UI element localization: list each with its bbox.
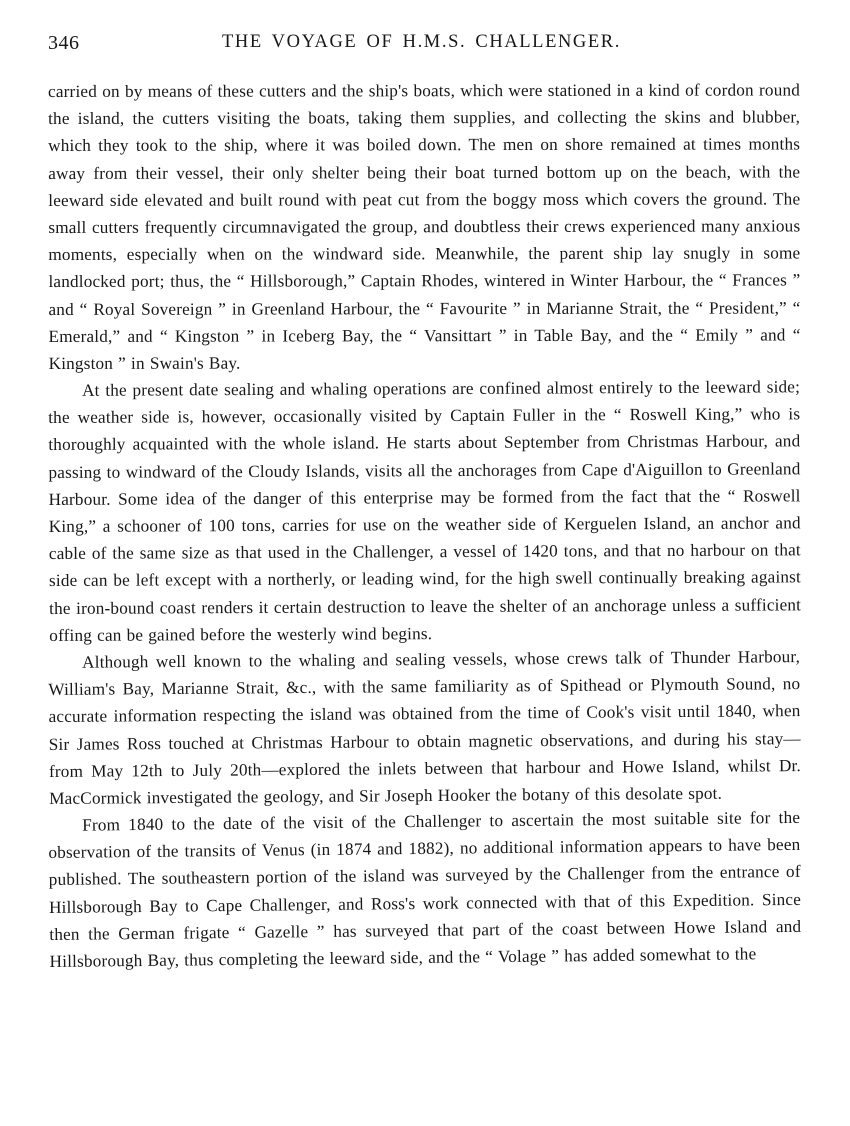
page-number: 346 bbox=[48, 32, 80, 54]
paragraph-2: At the present date sealing and whaling operations are confined almost entirely to the leeward side; the weather side is, however, occasionally visited by Captain Fuller in the “ Roswell King,” who is thoroughly acquainted with the whole island. He starts about September from Christmas Harbour, and passing to windward of the Cloudy Islands, visits all the anchorages from Cape d'Aiguillon to Greenland Harbour. Some idea of the danger of this enterprise may be formed from the fact that the “ Roswell King,” a schooner of 100 tons, carries for use on the weather side of Kerguelen Island, an anchor and cable of the same size as that used in the Challenger, a vessel of 1420 tons, and that no harbour on that side can be left except with a northerly, or leading wind, for the high swell continually breaking against the iron-bound coast renders it certain destruction to leave the shelter of an anchorage unless a sufficient offing can be gained before the westerly wind begins. bbox=[48, 377, 802, 646]
paragraph-3: Although well known to the whaling and sealing vessels, whose crews talk of Thunder Harbour, William's Bay, Marianne Strait, &c., with the same familiarity as of Spithead or Plymouth Sound, no accurate information respecting the island was obtained from the time of Cook's visit until 1840, when Sir James Ross touched at Christmas Harbour to obtain magnetic observations, and during his stay—from May 12th to July 20th—explored the inlets between that harbour and Howe Island, whilst Dr. MacCormick investigated the geology, and Sir Joseph Hooker the botany of this desolate spot. bbox=[48, 647, 802, 809]
paragraph-4: From 1840 to the date of the visit of the Challenger to ascertain the most suitable site for the observation of the transits of Venus (in 1874 and 1882), no additional information appears to have been published. The southeastern portion of the island was surveyed by the Challenger from the entrance of Hillsborough Bay to Cape Challenger, and Ross's work connected with that of this Expedition. Since then the German frigate “ Gazelle ” has surveyed that part of the coast between Howe Island and Hillsborough Bay, thus completing the leeward side, and the “ Volage ” has added somewhat to the bbox=[48, 808, 802, 972]
body-text-column bbox=[48, 78, 800, 976]
running-head: THE VOYAGE OF H.M.S. CHALLENGER. bbox=[222, 32, 621, 52]
document-page bbox=[0, 26, 850, 1126]
page-header bbox=[48, 26, 795, 72]
paragraph-1: carried on by means of these cutters and the ship's boats, which were stationed in a kind of cordon round the island, the cutters visiting the boats, taking them supplies, and collecting the skins and blubber, which they took to the ship, where it was boiled down. The men on shore remained at times months away from their vessel, their only shelter being their boat turned bottom up on the beach, with the leeward side elevated and built round with peat cut from the boggy moss which covers the ground. The small cutters frequently circumnavigated the group, and doubtless their crews experienced many anxious moments, especially when on the windward side. Meanwhile, the parent ship lay snugly in some landlocked port; thus, the “ Hillsborough,” Captain Rhodes, wintered in Winter Harbour, the “ Frances ” and “ Royal Sovereign ” in Greenland Harbour, the “ Favourite ” in Marianne Strait, the “ President,” “ Emerald,” and “ Kingston ” in Iceberg Bay, the “ Vansittart ” in Table Bay, and the “ Emily ” and “ Kingston ” in Swain's Bay. bbox=[48, 80, 801, 374]
